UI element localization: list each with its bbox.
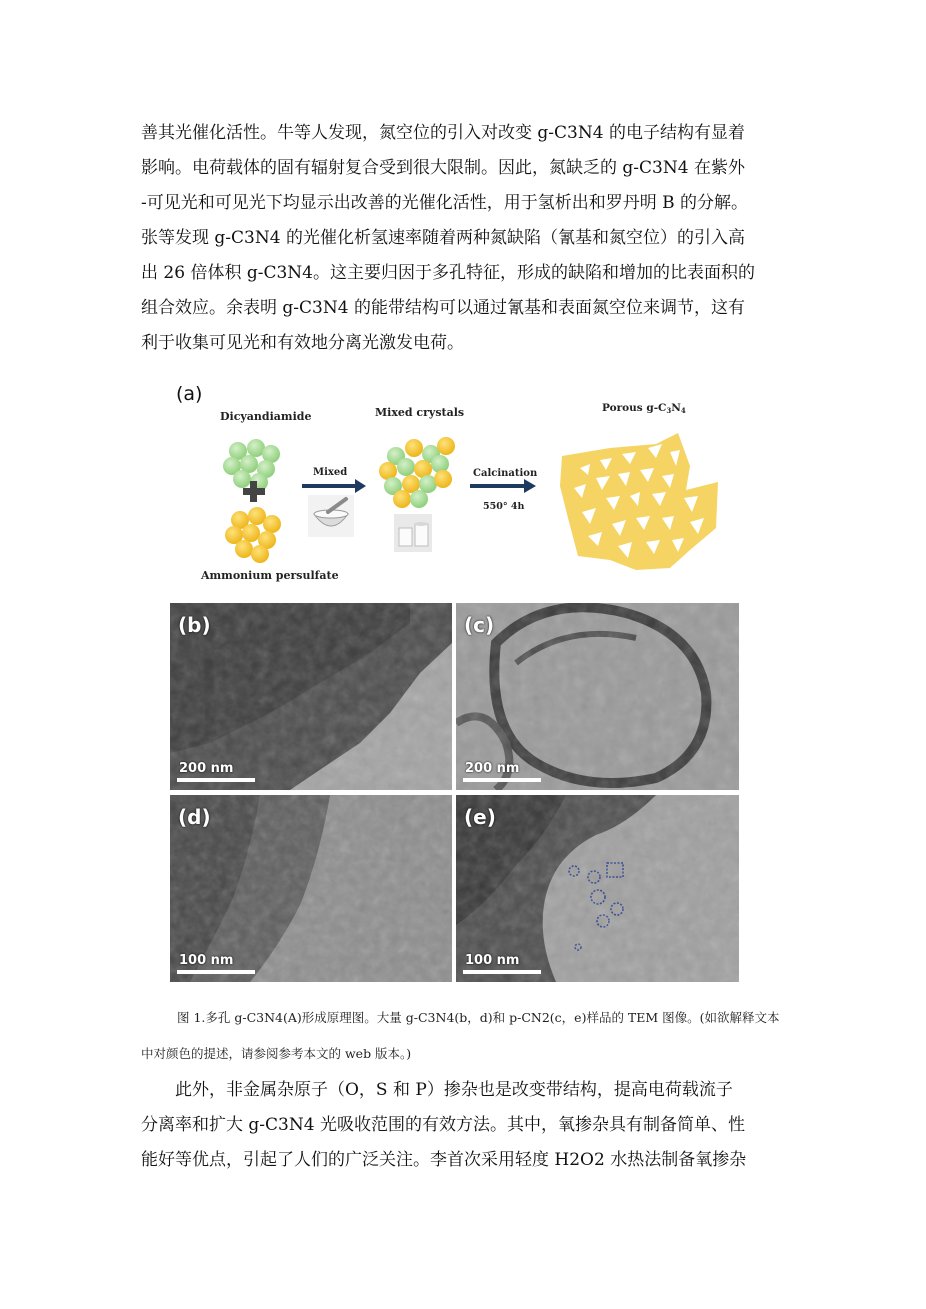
paragraph-line: 此外，非金属杂原子（O，S 和 P）掺杂也是改变带结构，提高电荷载流子	[175, 1080, 733, 1100]
scale-bar	[177, 778, 255, 782]
scale-bar	[177, 970, 255, 974]
mortar-icon	[308, 495, 354, 537]
arrow-icon	[470, 479, 536, 493]
paragraph-line: 能好等优点，引起了人们的广泛关注。李首次采用轻度 H2O2 水热法制备氧掺杂	[141, 1150, 747, 1170]
panel-a-label: (a)	[176, 383, 203, 405]
tem-panel-label: (c)	[464, 613, 495, 637]
tem-image-b	[170, 603, 452, 790]
ammonium-label: Ammonium persulfate	[201, 569, 339, 582]
scale-bar-label: 200 nm	[465, 761, 520, 776]
porous-label: Porous g-C3N4	[602, 402, 686, 415]
mixed-arrow-label: Mixed	[313, 467, 348, 478]
crucible-icon	[394, 514, 432, 552]
mixed-crystal-spheres	[379, 437, 455, 508]
dicyandiamide-label: Dicyandiamide	[220, 410, 312, 423]
tem-panel-label: (d)	[178, 805, 211, 829]
paragraph-line: 张等发现 g-C3N4 的光催化析氢速率随着两种氮缺陷（氰基和氮空位）的引入高	[141, 228, 745, 248]
paragraph-line: -可见光和可见光下均显示出改善的光催化活性，用于氢析出和罗丹明 B 的分解。	[141, 193, 749, 213]
tem-image-c	[456, 603, 739, 790]
scale-bar-label: 100 nm	[179, 953, 234, 968]
ammonium-spheres	[225, 507, 281, 563]
mixed-crystals-label: Mixed crystals	[375, 406, 465, 419]
calcination-label: Calcination	[473, 468, 538, 479]
synthesis-scheme	[170, 378, 745, 590]
porous-sheet-image	[560, 433, 718, 570]
tem-image-d	[170, 795, 452, 982]
scale-bar-label: 200 nm	[179, 761, 234, 776]
tem-panel-label: (e)	[464, 805, 496, 829]
paragraph-line: 出 26 倍体积 g-C3N4。这主要归因于多孔特征，形成的缺陷和增加的比表面积的	[141, 263, 755, 283]
calcination-condition: 550° 4h	[483, 501, 525, 512]
tem-panel-label: (b)	[178, 613, 211, 637]
paragraph-line: 影响。电荷载体的固有辐射复合受到很大限制。因此，氮缺乏的 g-C3N4 在紫外	[141, 158, 745, 178]
paragraph-line: 组合效应。余表明 g-C3N4 的能带结构可以通过氰基和表面氮空位来调节，这有	[141, 298, 745, 318]
scale-bar	[463, 970, 541, 974]
caption-line: 图 1.多孔 g-C3N4(A)形成原理图。大量 g-C3N4(b，d)和 p-CN2(c，e)样品的 TEM 图像。(如欲解释文本	[177, 1010, 780, 1025]
scale-bar-label: 100 nm	[465, 953, 520, 968]
tem-image-e	[456, 795, 739, 982]
caption-line: 中对颜色的提述，请参阅参考本文的 web 版本。)	[141, 1046, 412, 1061]
arrow-icon	[302, 479, 366, 493]
paragraph-line: 善其光催化活性。牛等人发现，氮空位的引入对改变 g-C3N4 的电子结构有显着	[141, 123, 745, 143]
paragraph-line: 分离率和扩大 g-C3N4 光吸收范围的有效方法。其中，氧掺杂具有制备简单、性	[141, 1115, 745, 1135]
paragraph-line: 利于收集可见光和有效地分离光激发电荷。	[141, 333, 464, 353]
scale-bar	[463, 778, 541, 782]
